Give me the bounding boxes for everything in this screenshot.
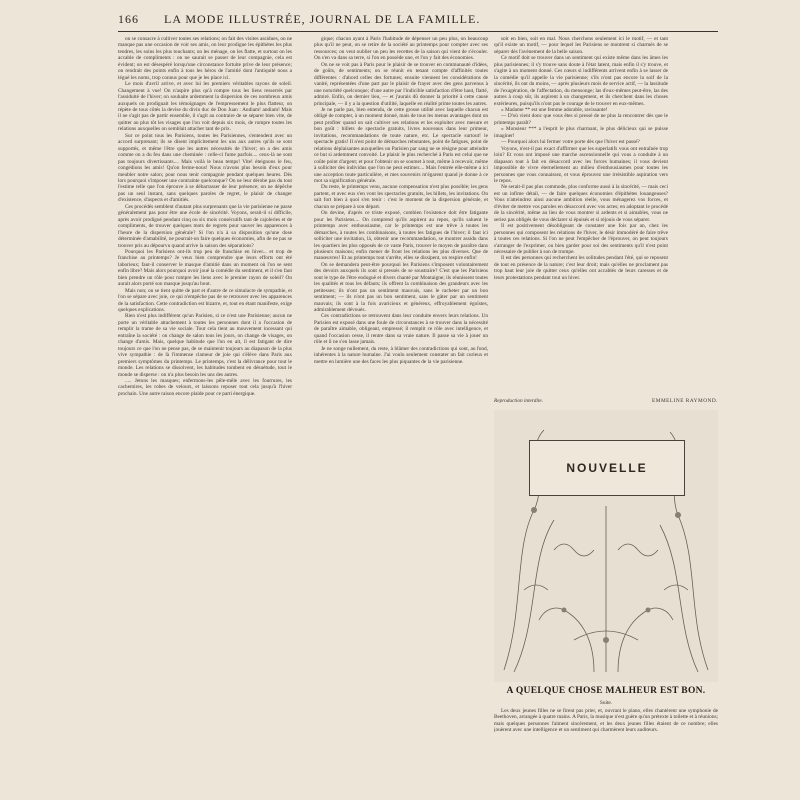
page-header bbox=[118, 12, 718, 30]
paragraph: Ne serait-il pas plus commode, plus conforme aussi à la sincérité, — mais ceci est un infime détail, — de faire quelques économies d'épithètes louangeuses? Vous n'atteindrez ainsi aucune ambition réelle, vous ménagerez vos forces, et d'éviter de mettre vos paroles en désaccord avec vos actes; en adoptant le procédé de la sincérité, même au lieu de vous montrer si ardents et si aimables, vous ne seriez pas obligés de vous déclarer si épuisés et si réjouis de vous séparer. bbox=[494, 184, 668, 223]
paragraph: Je ne parle pas, bien entendu, de cette grosse utilité avec laquelle chacun est obligé de compter, à un moment donné, mais de tous les menus avantages dont on peut profiter quand on sait cultiver ses relations et les exploiter avec mesure et bon goût : billets de spectacle gratuits, livres nouveaux dans leur primeur, invitations, recommandations de toute nature, etc. Le spectacle surtout! le spectacle gratis! Il n'est point de démarches rebutantes, point de fatigues, point de relations déplaisantes auxquelles un Parisien par sang ne se résigne pour atteindre ce but si ardemment convoité. Le plaisir le plus recherché à Paris est celui que ne coûte point d'argent; et pour l'obtenir on se soumet à tout, même à recevoir, même à solliciter des individus que l'on ne peut estimer.... Mais l'entrée elle-même a ici une acception toute particulière, et mes souvenirs m'égarent quand je donne à ce mot sa signification générale. bbox=[314, 106, 488, 184]
paragraph: Pourquoi les Parisiens ont-ils trop peu de franchise en hiver... et trop de franchise au printemps? Je veux bien comprendre que leurs efforts ont été laborieux; faut-il conserver le masque d'amitié dans un moment où l'on se sent enfin libre? Mais alors pourquoi avoir joué la comédie du sentiment, et il s'en faut bien prendre un rôle pour rompre les liens avec le premier rayon de soleil? On aurait alors porté son masque jusqu'au bout. bbox=[118, 248, 292, 288]
paragraph: Il est des personnes qui recherchent les solitudes pendant l'été, qui se reposent de tout en présence de la nature; c'est leur droit; mais qu'elles ne proclament pas trop haut leur joie de quitter ceux qu'elles ont accablés de leurs caresses et de leurs protestations pendant tout un hiver. bbox=[494, 255, 668, 281]
paragraph: Il est positivement désobligeant de constater une fois par an, chez les personnes qui composent les relations de l'hiver, le désir immodéré de faire trêve à toutes ces relations. Si l'on ne peut l'empêcher de l'éprouver, on peut toujours s'arranger de l'exprimer, ou bien garder pour soi des sentiments qu'il n'est point nécessaire de publier à son de trompe. bbox=[494, 223, 668, 255]
article-author: EMMELINE RAYMOND. bbox=[652, 398, 718, 404]
paragraph: ..... Jetons les masques; enfermons-les pêle-mêle avec les fourrures, les cachemires, les robes de velours, et laissons reposer tout cela jusqu'à l'hiver prochain. Une autre raison encore plaide pour ce parti énergique. bbox=[118, 378, 292, 397]
story-paragraph: Les deux jeunes filles ne se firent pas prier, et, ouvrant le piano, elles chantèrent une symphonie de Beethoven, arrangée à quatre mains. A Paris, la musique n'est guère qu'un prétexte à toilette et à réunions; mais quelques personnes l'aiment sincèrement, et les deux jeunes filles étaient de ce nombre; elles jouèrent avec une intelligence et un sentiment qui charmèrent leurs auditeurs. bbox=[494, 708, 718, 734]
nouvelle-illustration bbox=[494, 410, 718, 682]
text-column-3 bbox=[494, 36, 668, 396]
paragraph: on se consacre à cultiver toutes ses relations; on fait des visites assidues, on ne manque pas une occasion de voir ses amis, on leur prodigue les épithètes les plus tendres, les soins les plus touchants; on les ménage, on les flatte, et surtout on les accable de compliments : on ne saurait se passer de leur compagnie, cela est évident; on est désespéré lorsqu'une circonstance fortuite prive de leur présence; on rendrait des points enfin à tous les héros de l'amitié dont l'antiquité nous a légué les noms, trop connus pour que je les place ici. bbox=[118, 36, 292, 81]
story-body bbox=[494, 708, 718, 778]
illustration-banner bbox=[529, 440, 685, 496]
paragraph: Ces procédés semblent d'autant plus surprenants que la vie parisienne ne passe généralement pas pour être une école de sincérité. Voyons, serait-il si difficile, après avoir prodigué pendant cinq ou six mois consécutifs tant de cajoleries et de compliments, de trouver quelques mots de regrets pour sauver les apparences à l'heure de la dispersion générale? Si l'on n'a à sa disposition qu'une dose déterminée d'amabilité, ne pourrait-on faire quelques économies, afin de ne pas se trouver pris au dépourvu quand arrive la saison des séparations? bbox=[118, 203, 292, 249]
banner-label: NOUVELLE bbox=[566, 461, 648, 475]
paragraph: Rien n'est plus indifférent qu'un Parisien, si ce n'est une Parisienne; aucun ne porte un véritable attachement à toutes les personnes dont il a l'occasion de remplir la trame de sa vie sociale. Tout cela tient au mouvement incessant qui entraîne la société : on change de salon tous les jours, on change de visages, on change d'amis. Mais, quelque habitude que l'on en ait, il est fatigant de dire toujours ce que l'on ne pense pas, de se maintenir toujours au diapason de la plus vive sympathie : de là l'immense clameur de joie qui s'élève dans Paris aux premiers symptômes du printemps. Le printemps, c'est la délivrance pour tout le monde. Les relations se dissolvent, les habitudes tombent en désuétude, tout le monde se disperse : on n'a plus besoin les uns des autres. bbox=[118, 313, 292, 378]
paragraph: « Monsieur *** a l'esprit le plus charmant, le plus délicieux qui se puisse imaginer! bbox=[494, 126, 668, 139]
paragraph: Du reste, le printemps venu, aucune compensation n'est plus possible; les gens partent, et avec eux s'en vont les spectacles gratuits, les billets, les invitations. On sait fort bien à quoi s'en tenir : c'est le moment de la dispersion générale, et chacun se prépare à son départ. bbox=[314, 184, 488, 210]
paragraph: On se demandera peut-être pourquoi les Parisiens s'imposent volontairement des devoirs auxquels ils sont si pressés de se soustraire? C'est que les Parisiens sont le type de l'être endoguë et divers chanté par Montaigne; ils réunissent toutes les qualités et tous les défauts; ils offrent la combinaison des grandeurs avec les petitesses; ils n'ont pas un sentiment mauvais, sans le racheter par un bon sentiment; — ils n'ont pas un bon sentiment, sans le gâter par un sentiment mauvais; ils sont à la fois avaricieux et généreux, effroyablement égoïstes, admirablement dévoués. bbox=[314, 261, 488, 314]
paragraph: On devine, d'après ce triste exposé, combien l'existence doit être fatigante pour les Parisiens.... On comprend qu'ils aspirent au repos, qu'ils saluent le printemps avec enthousiasme, car le printemps est une trêve à toutes les démarches, à toutes les combinaisons, à toutes les fatigues de l'hiver; il faut ici solliciter une invitation, là, obtenir une recommandation, se montrer assidu dans les quartiers les plus opposés de ce vaste Paris, trouver le moyen de paraître dans plusieurs maisons; enfin mener de front les relations les plus diverses. Que de manœuvres! Et au printemps tout s'arrête, elles se dissipent, on respire enfin! bbox=[314, 210, 488, 262]
running-title: LA MODE ILLUSTRÉE, JOURNAL DE LA FAMILLE. bbox=[164, 12, 481, 26]
paragraph: On ne se voit pas à Paris pour le plaisir de se trouver en communauté d'idées, de goûts, de sentiments; on se réunit en tenant compte d'affinités toutes différentes : d'abord celles des fortunes; ensuite viennent les considérations de vanité, représentées d'une part par le plaisir de frayer avec des gens parvenus à une notoriété quelconque; d'une autre par l'indicible satisfaction d'être haut, flatté, admiré. Enfin, on dernier lieu, — et j'aurais dû donner la priorité à cette cause principale, — il y a la question d'utilité, laquelle en réalité prime toutes les autres. bbox=[314, 61, 488, 107]
paragraph: Voyons, n'est-il pas exact d'affirmer que les superlatifs vous ont entraînée trop loin? Et vous ont imposé une marche ascensionnelle qui vous a conduite à un diapason tout à fait en désaccord avec les forces humaines; il vous devient impossible de vivre éternellement au milieu d'enthousiasmes pour toutes les personnes que vous connaissez, et vous éprouvez une irrésistible aspiration vers le repos. bbox=[494, 145, 668, 184]
paragraph: Mais non; on se tient quitte de part et d'autre de ce simulacre de sympathie, et l'on se sépare avec joie, ce qui n'empêche pas de se retrouver avec les apparences de la satisfaction. Cette contradiction est bizarre, et, tout en étant manifeste, exige quelques explications. bbox=[118, 287, 292, 314]
paragraph: gique; chacun ayant à Paris l'habitude de dépenser un peu plus, on beaucoup plus qu'il ne peut, on se retire de la société au printemps pour compter avec ses ressources; on veut oublier un peu les recettes de la saison qui vient de s'écouler. On s'en va dans sa terre, si l'on en possède une, et l'on y fait des économies. bbox=[314, 36, 488, 62]
story-title: A QUELQUE CHOSE MALHEUR EST BON. bbox=[506, 686, 706, 696]
text-column-2 bbox=[314, 36, 488, 776]
paragraph: — Pourquoi alors lui fermer votre porte dès que l'hiver est passé? bbox=[501, 139, 640, 146]
story-subtitle: Suite. bbox=[599, 700, 613, 706]
paragraph: soit en bien, soit en mal. Nous cherchons seulement ici le motif, — et tant qu'il existe un motif, — pour lequel les Parisiens se montrent si charmés de se séparer dès l'avènement de la belle saison. bbox=[494, 36, 668, 55]
paragraph: Sur ce point tous les Parisiens, toutes les Parisiennes, s'entendent avec un accord surprenant; ils se disent implicitement les uns aux autres qu'ils se sont supportés, et même l'être que les autres nécessités de l'hiver; on a des amis comme on a du feu dans une cheminée : celle-ci fume parfois.... ceux-là ne sont pas toujours divertissants.... Mais voilà le beau temps! Vite! éteignons le feu, congédions les amis! Qu'on ferme-nous! Nous n'avons plus besoin d'eux pour meubler notre salon; pour nous tenir compagnie pendant quelques heures. Dès lors pourquoi s'imposer une contrainte quelconque? On ne leur dérobe pas du tout l'estime telle que l'on éprouve à se débarrasser de leur présence; on ne dépêche pas un seul instant, sans quelques paroles de regret, le plaisir de changer d'existence, d'aspects et d'amitiés. bbox=[118, 132, 292, 204]
paragraph: Je ne songe nullement, du reste, à blâmer des contradictions qui sont, au fond, inhérentes à la nature humaine. J'ai voulu seulement constater un fait curieux et mettre en lumière une des faces les plus piquantes de la vie parisienne. bbox=[314, 345, 488, 365]
paragraph: Le mois d'avril arrive, et avec lui les premiers véritables rayons de soleil. Changement à vue! On n'aspire plus qu'à rompre tous les liens resserrés par l'assiduité de l'hiver; on souhaite ardemment la dispersion de ces nombreux amis auxquels on prodiguait les témoignages de l'empressement le plus flatteur, on répète de tous côtés la devise du divin duc de Don Juan : Andiam! andiam! Mais il ne s'agit pas de partir ensemble, il s'agit au contraire de se séparer bien vite, de quitter au plus tôt les visages que l'on voit depuis six mois, de rompre toutes les relations auxquelles on semblait attacher tant de prix. bbox=[118, 81, 292, 133]
page-number: 166 bbox=[118, 12, 139, 26]
paragraph: Ce motif doit se trouver dans un sentiment qui existe même dans les âmes les plus parisiennes; il s'y trouve sans doute à l'état latent, mais enfin il s'y trouve, et s'agite à un moment donné. Ces cœurs si indifférents arrivent enfin à se lasser de la comédie qu'il appelle la vie parisienne; s'ils n'ont pas encore la soif de la sincérité, ils ont du moins, — après plusieurs mois de service actif, — la lassitude de l'exagération, de l'affectation, du mensonge; las d'eux-mêmes peut-être, las des autres à coup sûr, ils aspirent à un changement, et ils cherchent dans les choses extérieures, puisqu'ils n'ont pas le courage de le trouver en eux-mêmes. bbox=[494, 55, 668, 107]
text-column-1 bbox=[118, 36, 292, 776]
header-rule bbox=[118, 31, 718, 32]
paragraph: « Madame ** est une femme adorable, ravissante! bbox=[501, 106, 608, 113]
paragraph: Ces contradictions se retrouvent dans leur conduite envers leurs relations. Un Parisien est exposé dans une foule de circonstances à se trouver dans la nécessité de paraître aimable, obligeant, empressé; il remplit ce rôle avec intelligence, et quand l'occasion cesse, il rentre dans sa vraie nature. Il passe sa vie à jouer un rôle et il ne s'en lasse jamais. bbox=[314, 313, 488, 346]
reproduction-note: Reproduction interdite. bbox=[494, 398, 544, 404]
paragraph: — D'où vient donc que vous êtes si pressé de ne plus la rencontrer dès que le printemps paraît? bbox=[494, 113, 668, 126]
